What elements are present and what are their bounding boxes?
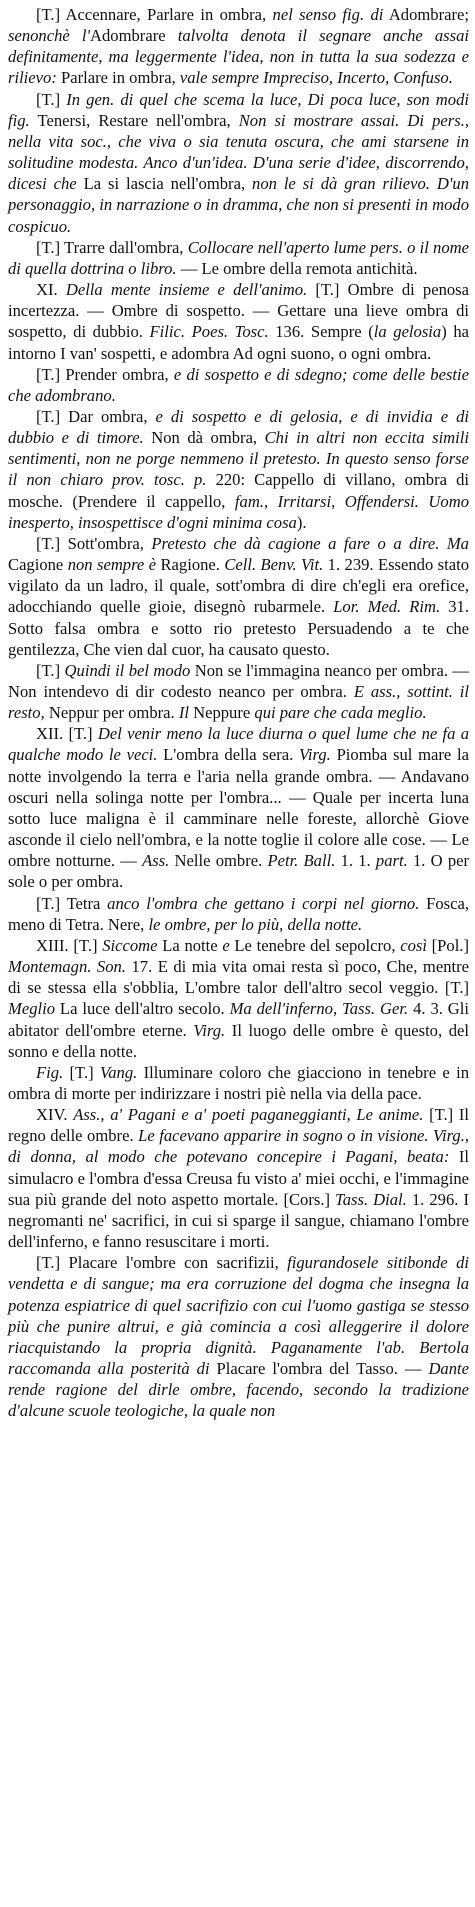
entry-paragraph: [T.] Quindi il bel modo Non se l'immagina neanco per ombra. — Non intendevo di dir codesto neanco per ombra. E ass., sottint. il resto, Neppur per ombra. Il Neppure qui pare che cada meglio. [8,660,470,723]
entry-paragraph: [T.] Accennare, Parlare in ombra, nel senso fig. di Adombrare; senonchè l'Adombrare talvolta denota il segnare anche assai definitamente, ma leggermente l'idea, non in tutta la sua sodezza e rilievo: Parlare in ombra, vale sempre Impreciso, Incerto, Confuso. [8,5,469,88]
entry-paragraph: [T.] Tetra anco l'ombra che gettano i corpi nel giorno. Fosca, meno di Tetra. Nere, le ombre, per lo più, della notte. [8,893,469,934]
entry-paragraph: [T.] Trarre dall'ombra, Collocare nell'aperto lume pers. o il nome di quella dottrina o libro. — Le ombre della remota antichità. [8,237,469,278]
entry-paragraph: XII. [T.] Del venir meno la luce diurna o quel lume che ne fa a qualche modo le veci. L'ombra della sera. Virg. Piomba sul mare la notte involgendo la terra e l'aria nella grande ombra. — Andavano oscuri nella solinga notte per l'ombra... — Quale per incerta luna sotto luce maligna è il camminare nelle foreste, allorchè Giove asconde il cielo nell'ombra, e la notte toglie il colore alle cose. — Le ombre notturne. — Ass. Nelle ombre. Petr. Ball. 1. 1. part. 1. O per sole o per ombra. [8,724,470,892]
entry-paragraph: Fig. [T.] Vang. Illuminare coloro che giacciono in tenebre e in ombra di morte per indirizzare i nostri piè nella via della pace. [8,1062,469,1103]
entry-paragraph: [T.] Sott'ombra, Pretesto che dà cagione a fare o a dire. Ma Cagione non sempre è Ragione. Cell. Benv. Vit. 1. 239. Essendo stato vigilato da un ladro, il quale, sott'ombra di dire ch'egli era orefice, adocchiando quelle gioie, disegnò rubarmele. Lor. Med. Rim. 31. Sotto falsa ombra e sotto rio pretesto Persuadendo a te che gentilezza, Che vien dal cuor, ha causato questo. [8,533,470,659]
entry-paragraph: [T.] Prender ombra, e di sospetto e di sdegno; come delle bestie che adombrano. [8,364,470,405]
entry-paragraph: XIII. [T.] Siccome La notte e Le tenebre del sepolcro, così [Pol.] Montemagn. Son. 17. E di mia vita omai resta sì poco, Che, mentre di se stessa ella s'obblia, L'ombre talor dell'altro secol veggio. [T.] Meglio La luce dell'altro secolo. Ma dell'inferno, Tass. Ger. 4. 3. Gli abitator dell'ombre eterne. Virg. Il luogo delle ombre è questo, del sonno e della notte. [8,935,470,1061]
entry-paragraph: [T.] Dar ombra, e di sospetto e di gelosia, e di invidia e di dubbio e di timore. Non dà ombra, Chi in altri non eccita simili sentimenti, non ne porge nemmeno il pretesto. In questo senso forse il non chiaro prov. tosc. p. 220: Cappello di villano, ombra di mosche. (Prendere il cappello, fam., Irritarsi, Offendersi. Uomo inesperto, insospettisce d'ogni minima cosa). [8,406,469,532]
entry-paragraph: XI. Della mente insieme e dell'animo. [T.] Ombre di penosa incertezza. — Ombre di sospetto. — Gettare una lieve ombra di sospetto, di dubbio. Filic. Poes. Tosc. 136. Sempre (la gelosia) ha intorno I van' sospetti, e adombra Ad ogni suono, o ogni ombra. [8,280,470,363]
entry-paragraph: XIV. Ass., a' Pagani e a' poeti paganeggianti, Le anime. [T.] Il regno delle ombre. Le facevano apparire in sogno o in visione. Virg., di donna, al modo che potevano concepire i Pagani, beata: Il simulacro e l'ombra d'essa Creusa fu visto a' miei occhi, e l'immagine sua più grande del noto aspetto mortale. [Cors.] Tass. Dial. 1. 296. I negromanti ne' sacrifici, in cui si sparge il sangue, chiamano l'ombre dell'inferno, e fanno resuscitare i morti. [8,1105,470,1252]
entry-paragraph: [T.] Placare l'ombre con sacrifizii, figurandosele sitibonde di vendetta e di sangue; ma era corruzione del dogma che insegna la potenza espiatrice di quel sacrifizio con cui l'uomo gastiga se stesso più che punire altrui, e già comincia a così alleggerire il dolore riacquistando la propria dignità. Paganamente l'ab. Bertola raccomanda alla posterità di Placare l'ombra del Tasso. — Dante rende ragione del dirle ombre, facendo, secondo la tradizione d'alcune scuole teologiche, la quale non [8,1253,470,1421]
entry-paragraph: [T.] In gen. di quel che scema la luce, Di poca luce, son modi fig. Tenersi, Restare nell'ombra, Non si mostrare assai. Di pers., nella vita soc., che viva o sia tenuta oscura, che ami starsene in solitudine modesta. Anco d'un'idea. D'una serie d'idee, discorrendo, dicesi che La si lascia nell'ombra, non le si dà gran rilievo. D'un personaggio, in narrazione o in dramma, che non si presenti in modo cospicuo. [8,89,469,236]
